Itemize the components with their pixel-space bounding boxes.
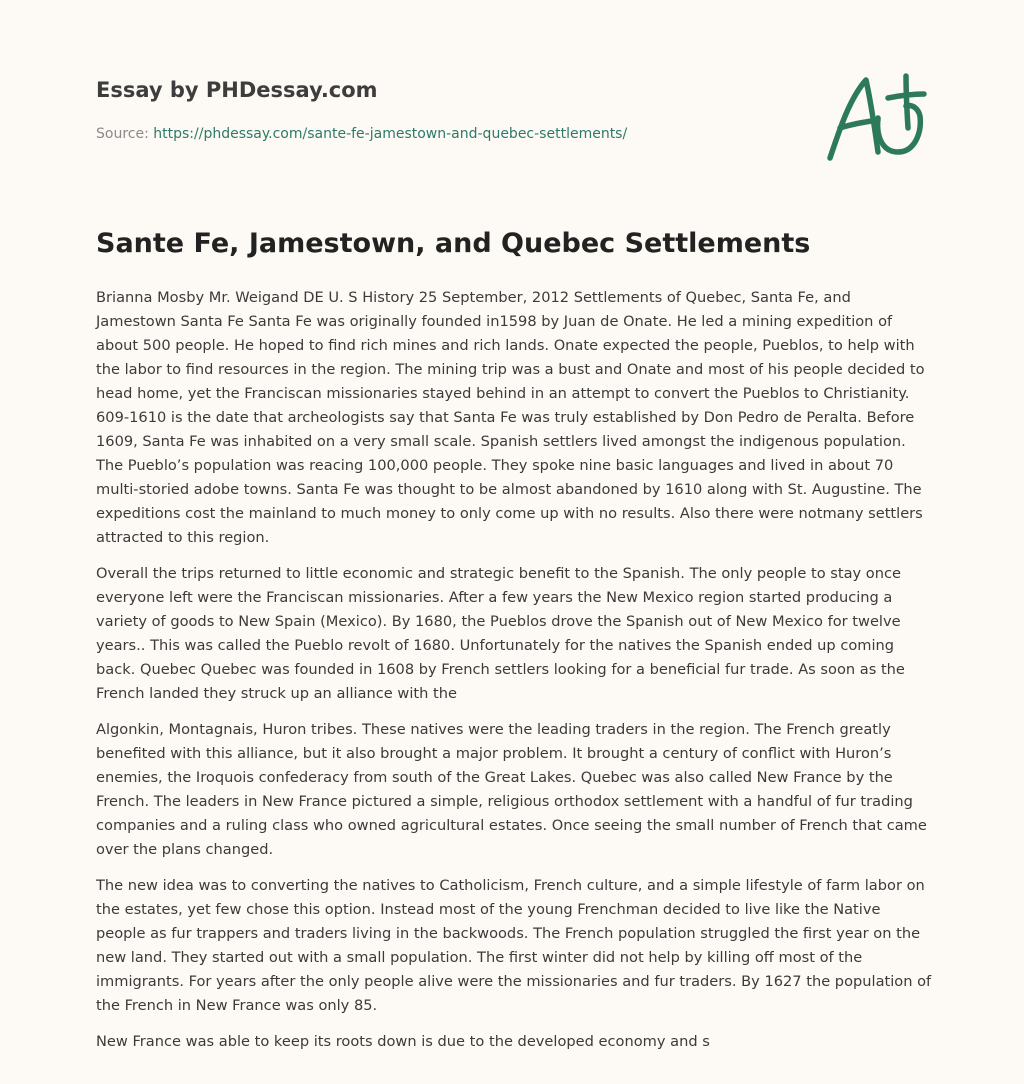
essay-title: Sante Fe, Jamestown, and Quebec Settlements bbox=[96, 228, 811, 259]
essay-paragraph: Overall the trips returned to little economic and strategic benefit to the Spanish. The only people to stay once everyone left were the Franciscan missionaries. After a few years the New Mexico region started producing a variety of goods to New Spain (Mexico). By 1680, the Pueblos drove the Spanish out of New Mexico for twelve years.. This was called the Pueblo revolt of 1680. Unfortunately for the natives the Spanish ended up coming back. Quebec Quebec was founded in 1608 by French settlers looking for a beneficial fur trade. As soon as the French landed they struck up an alliance with the bbox=[96, 565, 905, 702]
site-brand: Essay by PHDessay.com bbox=[96, 78, 378, 102]
source-link[interactable]: https://phdessay.com/sante-fe-jamestown-and-quebec-settlements/ bbox=[153, 126, 628, 142]
essay-paragraph: Brianna Mosby Mr. Weigand DE U. S History 25 September, 2012 Settlements of Quebec, Santa Fe, and Jamestown Santa Fe Santa Fe was originally founded in1598 by Juan de Onate. He led a mining expedition of about 500 people. He hoped to find rich mines and rich lands. Onate expected the people, Pueblos, to help with the labor to find resources in the region. The mining trip was a bust and Onate and most of his people decided to head home, yet the Franciscan missionaries stayed behind in an attempt to convert the Pueblos to Christianity. 609-1610 is the date that archeologists say that Santa Fe was truly established by Don Pedro de Peralta. Before 1609, Santa Fe was inhabited on a very small scale. Spanish settlers lived amongst the indigenous population. The Pueblo’s population was reacing 100,000 people. They spoke nine basic languages and lived in about 70 multi-storied adobe towns. Santa Fe was thought to be almost abandoned by 1610 along with St. Augustine. The expeditions cost the mainland to much money to only come up with no results. Also there were notmany settlers attracted to this region. bbox=[96, 289, 925, 546]
a-plus-logo-icon bbox=[820, 68, 930, 164]
essay-body bbox=[96, 286, 934, 1066]
source-line bbox=[96, 124, 627, 144]
essay-paragraph: New France was able to keep its roots down is due to the developed economy and s bbox=[96, 1033, 710, 1050]
essay-paragraph: The new idea was to converting the natives to Catholicism, French culture, and a simple lifestyle of farm labor on the estates, yet few chose this option. Instead most of the young Frenchman decided to live like the Native people as fur trappers and traders living in the backwoods. The French population struggled the first year on the new land. They started out with a small population. The first winter did not help by killing off most of the immigrants. For years after the only people alive were the missionaries and fur traders. By 1627 the population of the French in New France was only 85. bbox=[96, 877, 932, 1014]
essay-paragraph: Algonkin, Montagnais, Huron tribes. These natives were the leading traders in the region. The French greatly benefited with this alliance, but it also brought a major problem. It brought a century of conflict with Huron’s enemies, the Iroquois confederacy from south of the Great Lakes. Quebec was also called New France by the French. The leaders in New France pictured a simple, religious orthodox settlement with a handful of fur trading companies and a ruling class who owned agricultural estates. Once seeing the small number of French that came over the plans changed. bbox=[96, 721, 927, 858]
source-label: Source: bbox=[96, 126, 149, 142]
